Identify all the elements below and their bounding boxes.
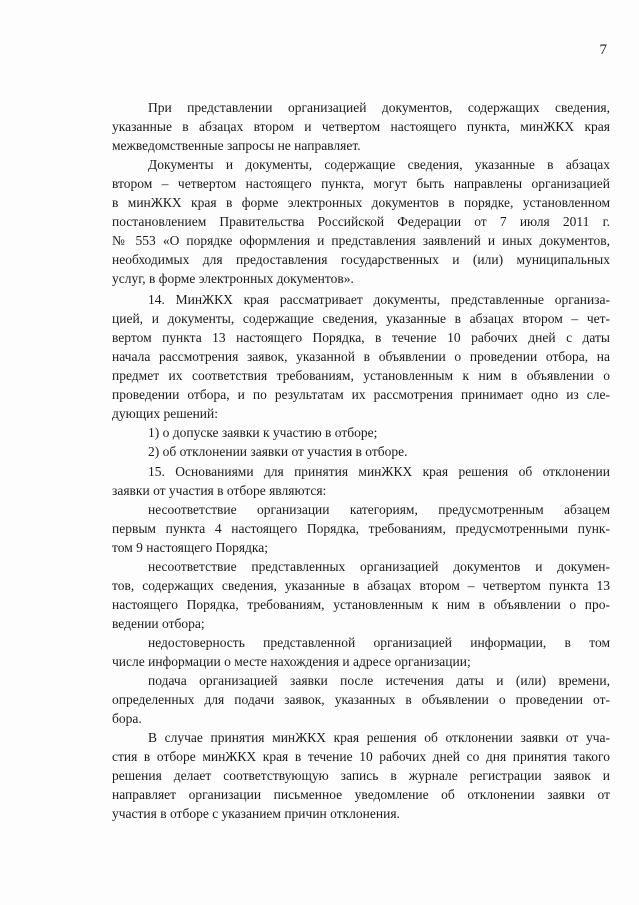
text-line: 15. Основаниями для принятия минЖКХ края решения об отклонении [148, 464, 610, 479]
text-line: 14. МинЖКХ края рассматривает документы, представленные организа- [148, 292, 610, 307]
text-line: недостоверность представленной организацией информации, в том [148, 635, 610, 650]
page-number: 7 [599, 42, 607, 58]
text-line: участия в отборе с указанием причин отклонения. [112, 806, 400, 821]
text-line: том 9 настоящего Порядка; [112, 540, 269, 555]
text-line: дующих решений: [112, 406, 219, 421]
text-line: межведомственные запросы не направляет. [112, 138, 361, 153]
paragraph-intro-p1 [112, 98, 610, 155]
text-line: 1) о допуске заявки к участию в отборе; [148, 425, 378, 440]
text-line: бора. [112, 711, 142, 726]
text-line: проведении отбора, и по результатам их рассмотрения принимает одно из сле- [112, 387, 610, 402]
text-line: втором – четвертом настоящего пункта, могут быть направлены организацией [112, 176, 610, 191]
text-line: вертом пункта 13 настоящего Порядка, в течение 10 рабочих дней с даты [112, 330, 610, 345]
text-line: цией, и документы, содержащие сведения, указанные в абзацах втором – чет- [112, 311, 610, 326]
text-line: необходимых для предоставления государственных и (или) муниципальных [112, 252, 610, 267]
text-line: № 553 «О порядке оформления и представления заявлений и иных документов, [112, 233, 610, 248]
text-line: направляет организации письменное уведомление об отклонении заявки от [112, 787, 610, 802]
text-line: При представлении организацией документов, содержащих сведения, [148, 100, 610, 115]
text-line: несоответствие представленных организацией документов и докумен- [148, 559, 610, 574]
text-line: решения делает соответствующую запись в журнале регистрации заявок и [112, 768, 610, 783]
text-line: определенных для подачи заявок, указанных в объявлении о проведении от- [112, 692, 610, 707]
text-line: несоответствие организации категориям, предусмотренным абзацем [148, 502, 610, 517]
text-line: ведении отбора; [112, 616, 205, 631]
text-line: подача организацией заявки после истечения даты и (или) времени, [148, 673, 610, 688]
text-line: услуг, в форме электронных документов». [112, 271, 354, 286]
text-line: В случае принятия минЖКХ края решения об отклонении заявки от уча- [148, 730, 610, 745]
text-line: тов, содержащих сведения, указанные в абзацах втором – четвертом пункта 13 [112, 578, 610, 593]
text-line: первым пункта 4 настоящего Порядка, требованиям, предусмотренными пунк- [112, 521, 610, 536]
text-line: указанные в абзацах втором и четвертом настоящего пункта, минЖКХ края [112, 119, 610, 134]
paragraph-section-14 [112, 290, 610, 461]
text-line: Документы и документы, содержащие сведения, указанные в абзацах [148, 157, 610, 172]
text-line: числе информации о месте нахождения и адресе организации; [112, 654, 471, 669]
paragraph-intro-p2 [112, 155, 610, 288]
text-line: в минЖКХ края в форме электронных документов в порядке, установленном [112, 195, 610, 210]
text-line: стия в отборе минЖКХ края в течение 10 рабочих дней со дня принятия такого [112, 749, 610, 764]
text-line: предмет их соответствия требованиям, установленным к ним в объявлении о [112, 368, 610, 383]
paragraph-section-15 [112, 462, 610, 823]
text-line: настоящего Порядка, требованиям, установленным к ним в объявлении о про- [112, 597, 610, 612]
text-line: постановлением Правительства Российской Федерации от 7 июля 2011 г. [112, 214, 610, 229]
text-line: заявки от участия в отборе являются: [112, 483, 327, 498]
text-line: начала рассмотрения заявок, указанной в объявлении о проведении отбора, на [112, 349, 610, 364]
text-line: 2) об отклонении заявки от участия в отборе. [148, 444, 408, 459]
